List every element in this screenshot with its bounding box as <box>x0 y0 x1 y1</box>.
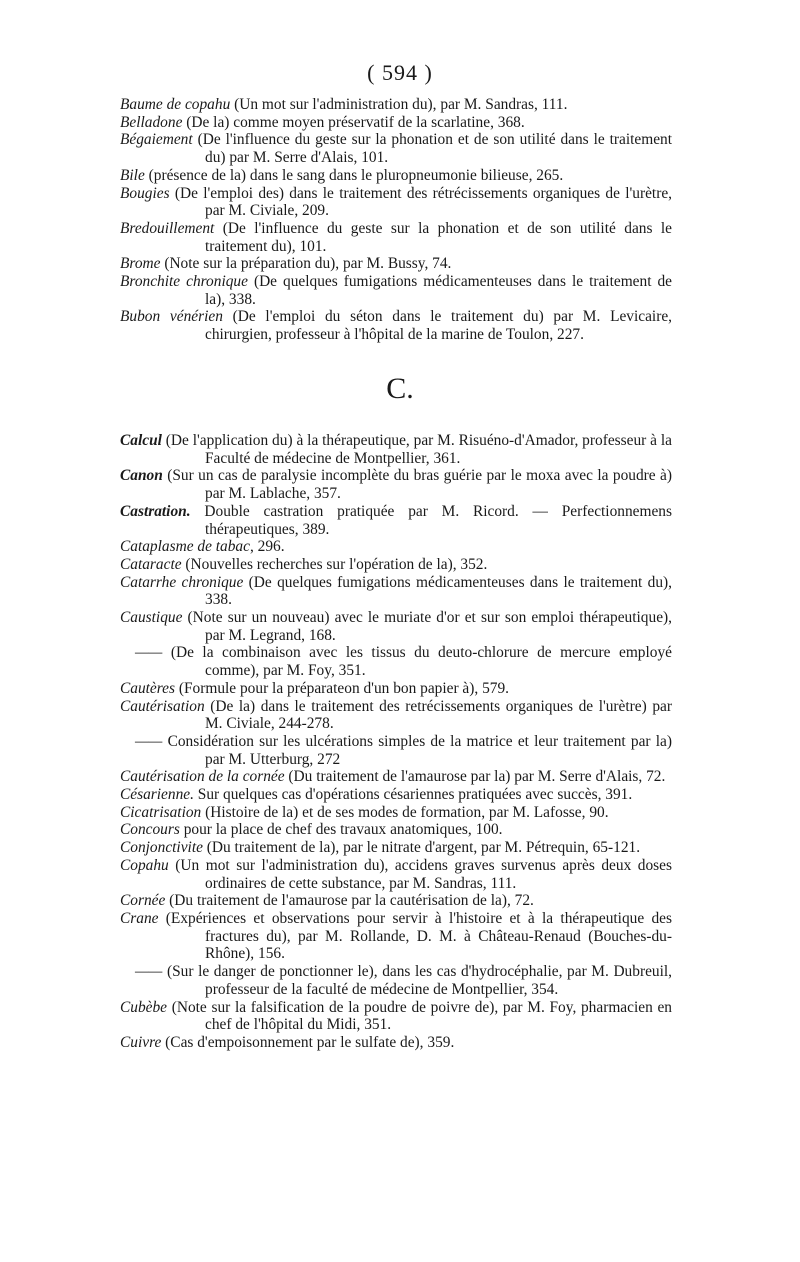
index-description: Double castration pratiquée par M. Ricord. — Perfectionnemens thérapeutiques, 389. <box>190 502 672 538</box>
index-entry <box>120 892 672 910</box>
index-description: (De la) comme moyen préservatif de la scarlatine, 368. <box>182 113 525 131</box>
index-entry <box>120 255 672 273</box>
index-description: (De quelques fumigations médicamenteuses dans le traitement de la), 338. <box>205 273 672 308</box>
index-description: (Un mot sur l'administration du), accidens graves survenus après deux doses ordinaires de cette substance, par M. Sandras, 111. <box>168 856 672 892</box>
section-heading-c: C. <box>386 372 414 405</box>
index-term: Caustique <box>120 609 183 627</box>
index-description: (Du traitement de l'amaurose par la) par M. Serre d'Alais, 72. <box>284 768 666 786</box>
index-term: Baume de copahu <box>120 96 231 113</box>
index-description: (De la) dans le traitement des retrécissements organiques de l'urètre) par M. Civiale, 244-278. <box>204 697 672 733</box>
index-entry <box>120 220 672 255</box>
index-entry <box>120 167 672 185</box>
index-description: (présence de la) dans le sang dans le pluropneumonie bilieuse, 265. <box>144 166 564 184</box>
index-description: (Note sur un nouveau) avec le muriate d'or et sur son emploi thérapeutique), par M. Legrand, 168. <box>182 609 672 644</box>
page-number: ( 594 ) <box>367 60 433 85</box>
index-term: Bredouillement <box>120 219 215 237</box>
index-entry <box>120 1034 672 1052</box>
index-description: (Note sur la falsification de la poudre de poivre de), par M. Foy, pharmacien en chef de l'hôpital du Midi, 351. <box>167 998 672 1034</box>
index-term: Belladone <box>120 113 183 131</box>
index-term: Bronchite chronique <box>120 273 248 291</box>
index-entry <box>120 96 672 114</box>
index-entry <box>120 609 672 644</box>
index-entry <box>120 999 672 1034</box>
index-term: Castration. <box>120 502 191 520</box>
index-description: (Du traitement de la), par le nitrate d'argent, par M. Pétrequin, 65-121. <box>202 839 641 857</box>
index-entry <box>120 733 672 768</box>
index-description: (Cas d'empoisonnement par le sulfate de), 359. <box>161 1033 455 1051</box>
index-entry <box>120 857 672 892</box>
index-description: (De l'emploi du séton dans le traitement du) par M. Levicaire, chirurgien, professeur à l'hôpital de la marine de Toulon, 227. <box>205 308 673 344</box>
index-description: Sur quelques cas d'opérations césariennes pratiquées avec succès, 391. <box>193 786 633 804</box>
index-entry <box>120 910 672 963</box>
index-term: —— <box>135 644 163 662</box>
index-entry <box>120 786 672 804</box>
index-description: (Un mot sur l'administration du), par M. Sandras, 111. <box>230 96 568 113</box>
index-description: (De l'emploi des) dans le traitement des rétrécissements organiques de l'urètre, par M. Civiale, 209. <box>169 184 672 220</box>
index-entry <box>120 574 672 609</box>
index-term: Cuivre <box>120 1033 162 1051</box>
index-entry <box>120 467 672 502</box>
index-term: Crane <box>120 909 159 927</box>
index-entry <box>120 680 672 698</box>
index-description: (De l'application du) à la thérapeutique, par M. Risuéno-d'Amador, professeur à la Faculté de médecine de Montpellier, 361. <box>161 432 672 467</box>
index-term: Cautères <box>120 679 176 697</box>
index-entry <box>120 432 672 467</box>
index-description: (De l'influence du geste sur la phonation et de son utilité dans le traitement du), 101. <box>205 219 672 255</box>
index-section-c <box>120 432 672 1052</box>
index-entry <box>120 273 672 308</box>
index-entry <box>120 768 672 786</box>
index-entry <box>120 644 672 679</box>
index-description: (Note sur la préparation du), par M. Bussy, 74. <box>160 255 452 273</box>
index-description: (Sur un cas de paralysie incomplète du bras guérie par le moxa avec la poudre à) par M. Lablache, 357. <box>162 467 672 503</box>
index-description: (Expériences et observations pour servir à l'histoire et à la thérapeutique des fractures du), par M. Rollande, D. M. à Château-Renaud (Bouches-du-Rhône), 156. <box>158 909 672 963</box>
index-description: (Histoire de la) et de ses modes de formation, par M. Lafosse, 90. <box>201 803 609 821</box>
index-term: Bile <box>120 166 145 184</box>
index-term: Bubon vénérien <box>120 308 223 326</box>
index-entry <box>120 963 672 998</box>
index-term: Concours <box>120 821 180 839</box>
index-entry <box>120 114 672 132</box>
index-description: (De la combinaison avec les tissus du deuto-chlorure de mercure employé comme), par M. Foy, 351. <box>162 644 672 680</box>
index-entry <box>120 804 672 822</box>
index-entry <box>120 556 672 574</box>
index-description: Considération sur les ulcérations simples de la matrice et leur traitement par la) par M. Utterburg, 272 <box>162 732 672 768</box>
index-section-b <box>120 96 672 344</box>
index-term: Cautérisation <box>120 697 205 715</box>
index-entry <box>120 308 672 343</box>
index-entry <box>120 698 672 733</box>
index-description: (Du traitement de l'amaurose par la cautérisation de la), 72. <box>165 892 534 910</box>
index-description: (De l'influence du geste sur la phonation et de son utilité dans le traitement du) par M. Serre d'Alais, 101. <box>192 131 672 167</box>
index-entry <box>120 131 672 166</box>
index-term: Cicatrisation <box>120 803 202 821</box>
index-term: Bougies <box>120 184 170 202</box>
index-term: Cubèbe <box>120 998 168 1016</box>
index-term: Catarrhe chronique <box>120 573 244 591</box>
index-entry <box>120 821 672 839</box>
index-description: (Sur le danger de ponctionner le), dans les cas d'hydrocéphalie, par M. Dubreuil, professeur de la faculté de médecine de Montpellier, 354. <box>162 963 672 998</box>
index-term: Cornée <box>120 892 166 910</box>
index-term: —— <box>135 963 163 981</box>
index-term: Canon <box>120 467 163 485</box>
index-term: Cataplasme de tabac <box>120 538 250 556</box>
index-term: Brome <box>120 255 161 273</box>
index-term: Bégaiement <box>120 131 193 149</box>
index-description: (Nouvelles recherches sur l'opération de la), 352. <box>181 555 488 573</box>
index-entry <box>120 503 672 538</box>
index-entry <box>120 538 672 556</box>
index-term: Copahu <box>120 856 169 874</box>
index-term: Conjonctivite <box>120 839 203 857</box>
index-description: (Formule pour la préparateon d'un bon papier à), 579. <box>175 679 510 697</box>
index-entry <box>120 839 672 857</box>
index-term: Calcul <box>120 432 162 449</box>
index-entry <box>120 185 672 220</box>
index-term: Cataracte <box>120 555 182 573</box>
index-term: Cautérisation de la cornée <box>120 768 285 786</box>
index-description: (De quelques fumigations médicamenteuses dans le traitement du), 338. <box>205 573 672 609</box>
index-term: —— <box>135 732 163 750</box>
index-term: Césarienne. <box>120 786 194 804</box>
index-description: pour la place de chef des travaux anatomiques, 100. <box>179 821 503 839</box>
index-description: , 296. <box>249 538 285 556</box>
